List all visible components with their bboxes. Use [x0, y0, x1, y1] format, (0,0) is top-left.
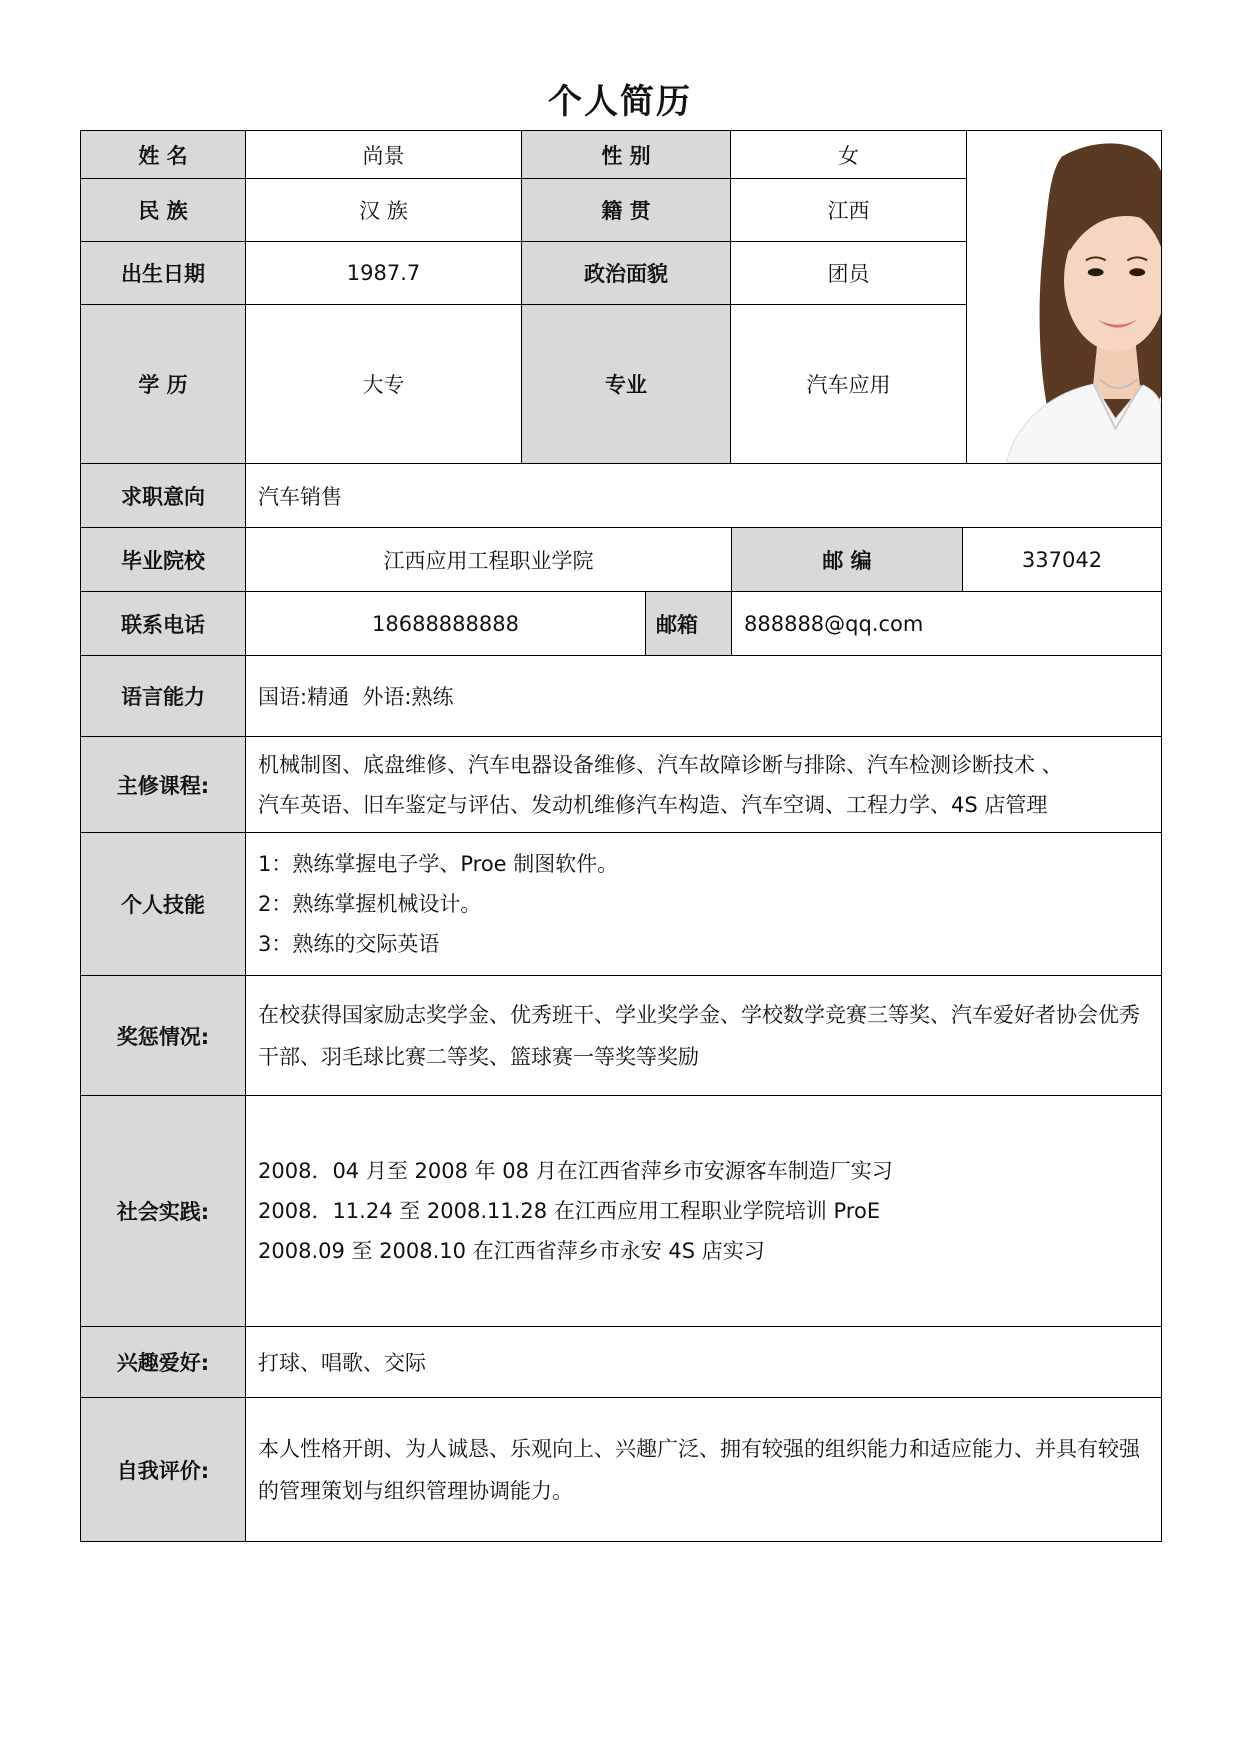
major-value: 汽车应用 [730, 304, 967, 464]
birth-date-value: 1987.7 [245, 241, 522, 305]
skills-line: 3：熟练的交际英语 [258, 932, 440, 956]
school-value: 江西应用工程职业学院 [245, 527, 732, 592]
awards-value [245, 975, 1162, 1096]
job-intent-value: 汽车销售 [245, 463, 1162, 528]
phone-value: 18688888888 [245, 591, 646, 656]
gender-value: 女 [730, 130, 967, 179]
ethnicity-value: 汉 族 [245, 178, 522, 242]
email-value: 888888@qq.com [731, 591, 1162, 656]
skills-value [245, 832, 1162, 976]
name-value: 尚景 [245, 130, 522, 179]
political-status-value: 团员 [730, 241, 967, 305]
practice-line: 2008．04 月至 2008 年 08 月在江西省萍乡市安源客车制造厂实习 [258, 1159, 893, 1183]
language-value: 国语:精通 外语:熟练 [245, 655, 1162, 737]
zip-label: 邮 编 [731, 527, 963, 592]
practice-line: 2008．11.24 至 2008.11.28 在江西应用工程职业学院培训 ProE [258, 1199, 881, 1223]
hobbies-value: 打球、唱歌、交际 [245, 1326, 1162, 1398]
self-evaluation-line: 本人性格开朗、为人诚恳、乐观向上、兴趣广泛、拥有较强的组织能力和适应能力、并具有较强 [258, 1436, 1140, 1461]
major-label: 专业 [521, 304, 731, 464]
email-label: 邮箱 [645, 591, 732, 656]
self-evaluation-label: 自我评价: [80, 1397, 246, 1542]
ethnicity-label: 民 族 [80, 178, 246, 242]
native-place-label: 籍 贯 [521, 178, 731, 242]
education-label: 学 历 [80, 304, 246, 464]
courses-value [245, 736, 1162, 833]
political-status-label: 政治面貌 [521, 241, 731, 305]
practice-line: 2008.09 至 2008.10 在江西省萍乡市永安 4S 店实习 [258, 1239, 765, 1263]
courses-line: 机械制图、底盘维修、汽车电器设备维修、汽车故障诊断与排除、汽车检测诊断技术 、 [258, 752, 1063, 777]
school-label: 毕业院校 [80, 527, 246, 592]
practice-label: 社会实践: [80, 1095, 246, 1327]
portrait-image [967, 130, 1161, 464]
name-label: 姓 名 [80, 130, 246, 179]
self-evaluation-line: 的管理策划与组织管理协调能力。 [258, 1478, 573, 1503]
courses-label: 主修课程: [80, 736, 246, 833]
skills-line: 1：熟练掌握电子学、Proe 制图软件。 [258, 852, 619, 876]
hobbies-label: 兴趣爱好: [80, 1326, 246, 1398]
awards-line: 在校获得国家励志奖学金、优秀班干、学业奖学金、学校数学竞赛三等奖、汽车爱好者协会优秀 [258, 1002, 1140, 1027]
education-value: 大专 [245, 304, 522, 464]
awards-line: 干部、羽毛球比赛二等奖、篮球赛一等奖等奖励 [258, 1044, 699, 1069]
phone-label: 联系电话 [80, 591, 246, 656]
language-label: 语言能力 [80, 655, 246, 737]
practice-value [245, 1095, 1162, 1327]
courses-line: 汽车英语、旧车鉴定与评估、发动机维修汽车构造、汽车空调、工程力学、4S 店管理 [258, 792, 1048, 817]
birth-date-label: 出生日期 [80, 241, 246, 305]
skills-line: 2：熟练掌握机械设计。 [258, 892, 482, 916]
awards-label: 奖惩情况: [80, 975, 246, 1096]
self-evaluation-value [245, 1397, 1162, 1542]
native-place-value: 江西 [730, 178, 967, 242]
job-intent-label: 求职意向 [80, 463, 246, 528]
page-title: 个人简历 [548, 82, 692, 122]
gender-label: 性 别 [521, 130, 731, 179]
zip-value: 337042 [962, 527, 1162, 592]
profile-photo [966, 130, 1162, 464]
skills-label: 个人技能 [80, 832, 246, 976]
